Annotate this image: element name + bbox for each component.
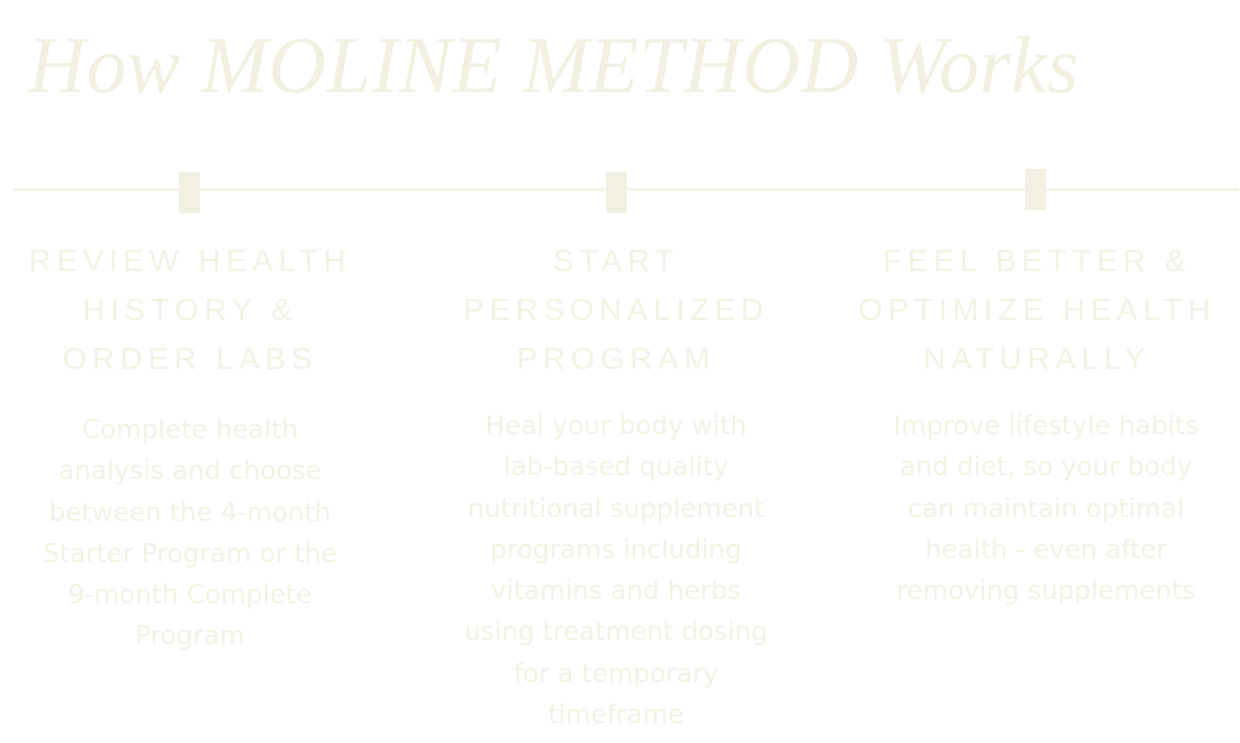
step-3-description: Improve lifestyle habits and diet, so your body can maintain optimal health - even after removing supplements: [893, 411, 1199, 607]
step-2: [446, 236, 786, 383]
step-1-heading: REVIEW HEALTH HISTORY & ORDER LABS: [28, 243, 352, 376]
step-2-body: [446, 406, 786, 736]
step-2-description: Heal your body with lab-based quality nutritional supplement programs including vitamins and herbs using treatment dosing for a temporary timeframe: [464, 411, 768, 731]
step-1: [20, 236, 360, 383]
timeline-marker-1: [179, 172, 200, 213]
step-3-body: [866, 406, 1226, 612]
step-2-heading: START PERSONALIZED PROGRAM: [463, 243, 769, 376]
timeline-marker-3: [1025, 169, 1046, 210]
step-1-description: Complete health analysis and choose between the 4-month Starter Program or the 9-month Complete Program: [43, 415, 337, 652]
timeline-marker-2: [606, 172, 627, 213]
section-title: How MOLINE METHOD Works: [28, 22, 1079, 110]
step-1-body: [20, 410, 360, 658]
step-3: [856, 236, 1218, 383]
step-3-heading: FEEL BETTER & OPTIMIZE HEALTH NATURALLY: [858, 243, 1216, 376]
